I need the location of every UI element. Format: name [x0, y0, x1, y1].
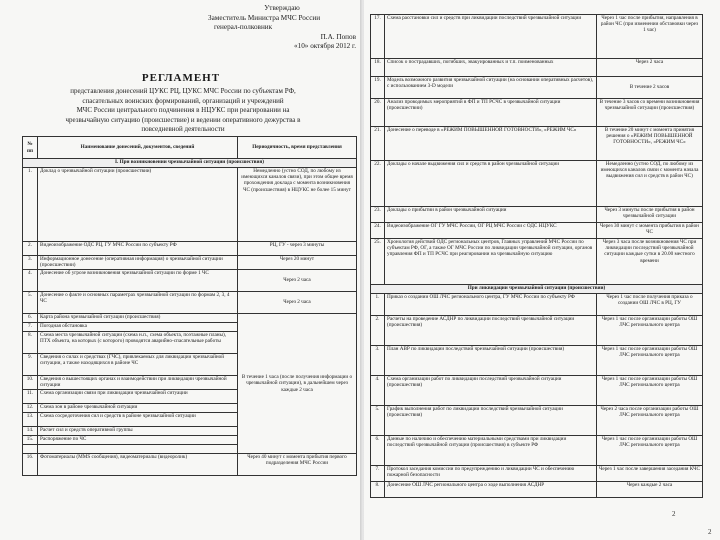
row-name: Карта района чрезвычайной ситуации (происшествия)	[38, 314, 238, 323]
row-name: Расчет сил и средств оперативной группы	[38, 427, 238, 436]
row-name: Доклады о прибытии в район чрезвычайной ситуации	[385, 207, 597, 223]
row-num: 4.	[23, 270, 38, 292]
row-period: Через 1 час после прибытия, направления в район ЧС (при изменении обстановки через 1 час)	[597, 15, 703, 59]
row-num: 3.	[371, 346, 385, 376]
row-name: Доклад о чрезвычайной ситуации (происшествии)	[38, 168, 238, 242]
regulation-title: РЕГЛАМЕНТ	[141, 72, 221, 84]
right-report-table	[370, 14, 703, 498]
row-num: 6.	[23, 314, 38, 323]
row-period: Через 1 час после организации работы ОШ ЛЧС регионального центра	[597, 346, 703, 376]
header-period: Периодичность, время представления	[238, 137, 357, 159]
row-period: Через 2 часа после организации работы ОШ ЛЧС регионального центра	[597, 406, 703, 436]
subtitle-line: МЧС России центрального подчинения в НЦУКС при реагировании на	[76, 106, 290, 115]
row-num	[23, 445, 38, 454]
row-name: Доклады о начале выдвижения сил и средств в район чрезвычайной ситуации	[385, 161, 597, 207]
row-num: 5.	[23, 292, 38, 314]
approval-block	[208, 4, 356, 52]
row-name: Донесение об угрозе возникновения чрезвычайной ситуации по форме 1 ЧС	[38, 270, 238, 292]
row-name: Сведения о вышестоящих органах и взаимодействии при ликвидации чрезвычайной ситуации	[38, 376, 238, 390]
header-num: № пп	[23, 137, 38, 159]
row-num: 4.	[371, 376, 385, 406]
row-name	[38, 445, 238, 454]
row-period: Через 20 минут	[238, 256, 357, 270]
row-name: Информационное донесение (оперативная информация) о чрезвычайной ситуации (происшествии)	[38, 256, 238, 270]
row-period: Через каждые 2 часа	[597, 482, 703, 498]
row-num: 12.	[23, 404, 38, 413]
row-period: В течение 20 минут с момента принятия решения о «РЕЖИМ ПОВЫШЕННОЙ ГОТОВНОСТИ», «РЕЖИМ ЧС»	[597, 127, 703, 161]
row-num: 23.	[371, 207, 385, 223]
row-name: Расчеты на проведение АСДНР по ликвидации последствий чрезвычайной ситуации (происшествия)	[385, 316, 597, 346]
row-name: Видеоизображение ОДС РЦ, ГУ МЧС России по субъекту РФ	[38, 242, 238, 256]
row-name: Модель возможного развития чрезвычайной ситуации (на основании оперативных расчетов), с использованием 3-D модели	[385, 77, 597, 99]
approval-line: Утверждаю	[264, 4, 300, 12]
row-num: 13.	[23, 413, 38, 427]
row-name: Схема организации связи при ликвидации чрезвычайной ситуации	[38, 390, 238, 404]
row-period: Через 40 минут с момента прибытия первого подразделения МЧС России	[238, 454, 357, 476]
page-number-left: 2	[672, 510, 676, 518]
row-num: 8.	[23, 332, 38, 354]
row-name: Схема зон в районе чрезвычайной ситуации	[38, 404, 238, 413]
row-num: 16.	[23, 454, 38, 476]
section-heading: I. При возникновении чрезвычайной ситуации (происшествия)	[23, 159, 357, 168]
row-period: РЦ, ГУ - через 3 минуты	[238, 242, 357, 256]
header-name: Наименование донесений, документов, сведений	[38, 137, 238, 159]
row-period: Немедленно (устно СОД, по любому из имеющихся каналов связи), при этом общее время прохождения доклада с момента возникновения ЧС (происшествия) в НЦУКС не более 15 минут	[238, 168, 357, 242]
row-num: 24.	[371, 223, 385, 239]
row-name: Данные по наличию и обеспечению материальными средствами при ликвидации последствий чрезвычайной ситуации (происшествия) в субъекте РФ	[385, 436, 597, 466]
row-num: 1.	[23, 168, 38, 242]
row-name: Донесение ОШ ЛЧС регионального центра о ходе выполнения АСДНР	[385, 482, 597, 498]
row-period: Через 2 часа	[597, 59, 703, 77]
row-name: Схема места чрезвычайной ситуации (схема н.п., схема объекта, поэтажные планы), ПТХ объекта, на которых (с которого) проводятся аварийно-спасательные работы	[38, 332, 238, 354]
row-num: 7.	[371, 466, 385, 482]
row-period-merged: В течение 1 часа (после получения информации о чрезвычайной ситуации), в дальнейшем через каждые 2 часа	[238, 314, 357, 454]
row-name: Протокол заседания комиссии по предупреждению и ликвидации ЧС и обеспечению пожарной безопасности	[385, 466, 597, 482]
page-right	[364, 0, 720, 540]
row-num: 17.	[371, 15, 385, 59]
row-num: 3.	[23, 256, 38, 270]
row-period: Немедленно (устно СОД, по любому из имеющихся каналов связи с момента начала выдвижения сил и средств в район ЧС)	[597, 161, 703, 207]
row-num: 7.	[23, 323, 38, 332]
row-num: 21.	[371, 127, 385, 161]
row-num: 6.	[371, 436, 385, 466]
row-name: Видеоизображение ОГ ГУ МЧС России, ОГ РЦ МЧС России с ОДС НЦУКС	[385, 223, 597, 239]
regulation-subtitle	[18, 87, 348, 135]
row-period: Через 30 минут с момента прибытия в район ЧС	[597, 223, 703, 239]
row-name: Погодная обстановка	[38, 323, 238, 332]
row-name: План АВР по ликвидации последствий чрезвычайной ситуации (происшествия)	[385, 346, 597, 376]
subtitle-line: представления донесений ЦУКС РЦ, ЦУКС МЧС России по субъектам РФ,	[70, 87, 296, 95]
subtitle-line: чрезвычайную ситуацию (происшествие) и ведении оперативного дежурства в	[65, 115, 301, 124]
row-num: 11.	[23, 390, 38, 404]
row-name: Донесение о факте и основных параметрах чрезвычайной ситуации по формам 2, 3, 4 ЧС	[38, 292, 238, 314]
approval-line: «10» октября 2012 г.	[294, 42, 356, 51]
row-num: 14.	[23, 427, 38, 436]
row-num: 18.	[371, 59, 385, 77]
row-num: 22.	[371, 161, 385, 207]
row-name: Схема сосредоточения сил и средств в районе чрезвычайной ситуации	[38, 413, 238, 427]
row-name: Фотоматериалы (MMS сообщения), видеоматериалы (видеоролик)	[38, 454, 238, 476]
row-num: 2.	[23, 242, 38, 256]
row-num: 2.	[371, 316, 385, 346]
row-num: 10.	[23, 376, 38, 390]
row-name: Распоряжение по ЧС	[38, 436, 238, 445]
row-num: 15.	[23, 436, 38, 445]
row-period: Через 3 минуты после прибытия в район чрезвычайной ситуации	[597, 207, 703, 223]
row-name: График выполнения работ по ликвидации последствий чрезвычайной ситуации (происшествия)	[385, 406, 597, 436]
row-name: Сведения о силах и средствах (ГЧС), привлекаемых для ликвидации чрезвычайной ситуации, а также находящихся в районе ЧС	[38, 354, 238, 376]
row-name: Приказ о создании ОШ ЛЧС регионального центра, ГУ МЧС России по субъекту РФ	[385, 294, 597, 316]
section-heading: При ликвидации чрезвычайной ситуации (происшествии)	[371, 285, 703, 294]
approval-line: генерал-полковник	[214, 23, 273, 32]
subtitle-line: спасательных воинских формирований, организаций и учреждений	[82, 96, 284, 105]
subtitle-line: повседневной деятельности	[141, 125, 225, 134]
row-name: Хронология действий ОДС региональных центров, Главных управлений МЧС России по субъектам РФ, ОГ, а также ОГ МЧС России по ликвидации чрезвычайной ситуации, органов управления ФП и ТП РСЧС при реагировании на чрезвычайную ситуацию	[385, 239, 597, 285]
row-num: 8.	[371, 482, 385, 498]
row-period: Через 3 часа после возникновения ЧС при ликвидации последствий чрезвычайной ситуации каждые сутки в 20.00 местного времени	[597, 239, 703, 285]
row-period: Через 1 час после завершения заседания КЧС	[597, 466, 703, 482]
row-name: Анализ проводимых мероприятий в ФП и ТП РСЧС в чрезвычайной ситуации (происшествии)	[385, 99, 597, 127]
row-period: В течение 3 часов со времени возникновения чрезвычайной ситуации (происшествия)	[597, 99, 703, 127]
row-period: Через 2 часа	[238, 292, 357, 314]
left-report-table	[22, 136, 357, 476]
page-number-right: 2	[708, 528, 712, 536]
row-num: 20.	[371, 99, 385, 127]
row-num: 19.	[371, 77, 385, 99]
approval-line: П.А. Попов	[320, 32, 356, 41]
row-name: Схема организации работ по ликвидации последствий чрезвычайной ситуации (происшествия)	[385, 376, 597, 406]
row-name: Донесение о переводе в «РЕЖИМ ПОВЫШЕННОЙ ГОТОВНОСТИ», «РЕЖИМ ЧС»	[385, 127, 597, 161]
approval-line: Заместитель Министра МЧС России	[208, 13, 321, 22]
row-num: 1.	[371, 294, 385, 316]
row-num: 25.	[371, 239, 385, 285]
row-period: Через 2 часа	[238, 270, 357, 292]
row-period: Через 1 час после организации работы ОШ ЛЧС регионального центра	[597, 436, 703, 466]
row-period: Через 1 час после организации работы ОШ ЛЧС регионального центра	[597, 316, 703, 346]
row-name: Список о пострадавших, погибших, эвакуированных и т.п. поименованных	[385, 59, 597, 77]
row-period: В течение 2 часов	[597, 77, 703, 99]
row-period: Через 1 час после организации работы ОШ ЛЧС регионального центра	[597, 376, 703, 406]
row-num: 9.	[23, 354, 38, 376]
row-period: Через 1 час после получения приказа о создании ОШ ЛЧС в РЦ, ГУ	[597, 294, 703, 316]
row-name: Схема расстановки сил и средств при ликвидации последствий чрезвычайной ситуации	[385, 15, 597, 59]
row-num: 5.	[371, 406, 385, 436]
